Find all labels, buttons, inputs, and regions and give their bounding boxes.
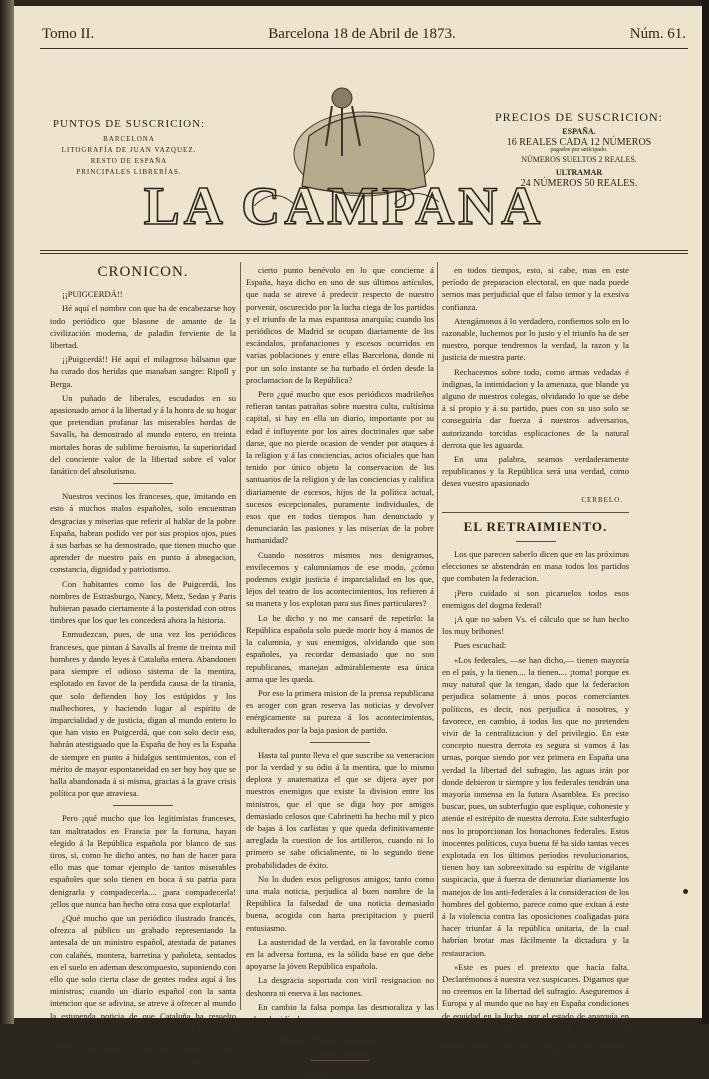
precios-cuota: 16 REALES CADA 12 NÚMEROS [506,137,652,148]
third-column [442,264,629,1058]
suscricion-line: RESTO DE ESPAÑA [90,157,168,165]
precios-ultramar-precio: 24 NÚMEROS 50 REALES. [520,178,638,189]
paragraph: Atengámonos á lo verdadero, confiemos solo en lo razonable, luchemos por lo justo y el triunfo ha de ser nuestro, porque tendremos la verdad, la razon y la justicia de nuestra parte. [442,315,629,363]
precios-anticipado: pagados por anticipado. [550,147,608,153]
paragraph: Cuando nosotros mismos nos denigramos, envilecemos y calumniamos de ese modo, ¿cómo podemos exigir justicia é imparcialidad en los que, léjos del teatro de los acontecimientos, los refieren á su manera y los explotan para sus fines particulares? [246,549,434,609]
paragraph: No lo olviden los demás españoles. [258,1042,380,1053]
signature: CERBELO. [581,495,623,504]
masthead-title: LA CAMPANA [143,176,545,236]
suscricion-points [44,118,214,178]
paragraph: «Los federales, —se han dicho,— tienen mayoría en el país, y la tienen.... la tienen.... ¡toma! porque es muy natural que la tengan, dado que la federacion perjudica solamente á unos pocos comerciantes políticos, es decir, nos perjudica á nosotros, y favorece, en cambio, á todos los que no pretenden vivir de la centralizacion y del privilegio. En este concepto nuestra derrota es segura si vamos á las urnas, porque siendo por vez primera en España una verdad la libertad del sufragio, las aguas irán por donde debieron ir siempre y los federales tendrán una mayoría inmensa en la futura Asamblea. Es preciso buscar, pues, un subterfugio que esplique, cohoneste y atenúe el estrépito de nuestra derrota. Este subterfugio nos lo proporcionan los bonachones federales. Estos inocentes políticos, cuya buena fé ha sido tantas veces explotada en los últimos períodos revolucionarios, tienen hoy tan sobreexitado su espíritu de vigilante suspicacia, que á fuerza de denunciar diariamente los manejos de los anti-federales á la consideracion de los hombres del gobierno, parece como que exitan á este á la violencia contra las oposiciones coaligadas para hacer triunfar á la república unitaria, de la cual habrían brotar mas fácilmente la dictadura y la restauracion. [442,654,629,958]
page-edge [702,0,709,1024]
paragraph: En cambio la falsa pompa las desmoraliza y las cubre de ridículo. [246,1001,434,1024]
paragraph: En una palabra, seamos verdaderamente republicanos y la República será una verdad, como desea vuestro apasionado [442,454,629,489]
masthead-illustration [143,76,545,236]
suscricion-title: PUNTOS DE SUSCRICION: [52,118,206,130]
divider [310,1060,370,1061]
paragraph: Nuestros vecinos los franceses, que, imitando en esto á muchos malos españoles, solo encuentran desgracias y miserias que referir al hablar de la pobre España, habran podido ver por sus propios ojos, pues á sus barbas se ha demostrado, que tienen mucho que aprender de nuestro país en punto á abnegacion, constancia, dignidad y patriotismo. [50,491,236,575]
divider [516,541,556,542]
issue-line [42,26,686,43]
paragraph: «Este es pues el pretexto que hacía falta. Declarémonos á nuestra vez suspicaces. Digamos que no creemos en la libertad del sufragio. Aseguremos á Europa y al mundo que no hay en España condiciones de equidad en la lucha, por el estado de anarquía en que vivimos, y por la intransigencia de los federales, dueños de todas las ruedas de la máquina electoral. Hagamos el vacío al rededor del gobierno, [442,961,629,1058]
paragraph: cierto punto benévolo en lo que concierne á España, haya dicho en uno de sus últimos artículos, que nada se atreve á predecir respecto de nuestro porvenir, oscurecido por la lucha ciega de los partidos y el triunfo de la mas espantosa anarquía; cuando los periódicos de Madrid se ocupan diariamente de los escándalos, profanaciones y escesos ocurridos en varias poblaciones y entre ellas Barcelona, donde ni por un solo instante se ha turbado el órden desde la proclamacion de la República? [246,265,434,385]
precios-sueltos: NÚMEROS SUELTOS 2 REALES. [521,155,637,164]
paragraph: No lo duden esos peligrosos amigos; tanto como una mala noticia, perjudica al buen nombre de la República la falsedad de una noticia demasiado buena, acogida con harta precipitacion y pueril entusiasmo. [246,873,434,933]
paragraph: Téngalo presente los republicanos. [258,1028,378,1039]
suscricion-line: PRINCIPALES LIBRERÍAS. [76,168,182,176]
masthead-rule-double [40,253,688,254]
second-column [246,264,434,1078]
masthead-rule [40,250,688,251]
paragraph: Enmudezcan, pues, de una vez los periódicos franceses, que pintan á Savalls al frente de treinta mil hombres y dando leyes á Cataluña entera. Abandonen para siempre el odioso sistema de la mentira, esplotado en favor de la perdida causa de la tiranía, que solo defienden hoy los estúpidos y los malhechores, y haciendo lugar al espíritu de imparcialidad y de justicia, digan al mundo entero lo que han visto en Puigcerdá, que con solo decir eso, habrán atestiguado que la España de hoy es la España de siempre en punto á hidalgos sentimientos, con el mérito de mayor espontaneidad en ser hoy hoy que se halla abandonada á si misma, gracias á la grave crisis política por que atraviesa. [50,629,236,799]
precios-suscricion [486,110,672,190]
paragraph: Por eso la primera mision de la prensa republicana es acoger con gran reserva las noticias y devolver enérgicamente su pureza á los acontecimientos, adulterados por la baja pasion de partido. [246,687,434,735]
divider [113,483,173,484]
precios-title: PRECIOS DE SUSCRICION: [494,110,664,124]
paragraph: Pero ¿qué mucho que esos periódicos madrileños refieran tantas patrañas sobre nuestra culta, cultísima capital, si hay en ella un diario, importante por su edad é influyente por los aires doctrinales que sabe darse, que no pierde ocasion de vender por ataques á la religion y á las conciencias, actos oficiales que han tenido por único objeto la conservacion de los santuarios de la religion y de las conciencias y califica diariamente de escesos, hijos de la política actual, sucesos escepcionales, puramente individuales, de esos que en todos tiempos han denunciado y denunciarán las pasiones y las miserias de la pobre humanidad? [246,389,434,546]
suscricion-line: BARCELONA [103,135,155,143]
volume-number: Tomo II. [42,26,95,42]
column-separator [240,262,241,1010]
retraimiento-title: EL RETRAIMIENTO. [463,518,608,534]
paragraph: ¿Qué mucho que el Times, periódico inglés hasta [62,1049,231,1060]
paragraph: Con habitantes como los de Puigcerdá, los nombres de Estrasburgo, Nancy, Metz, Sedan y Paris hubieran pasado ciertamente á la posteridad con otros timbres que los que les concederá ahora la historia. [50,578,236,626]
paragraph: Hasta tal punto lleva el que suscribe su veneracion por la verdad y su ódio á la mentira, que lo mismo deplora y anatematiza el que se dijera ayer por nuestros enemigos que existe la division entre los ministros, que el que se diga hoy por amigos demasiado celosos que Cabrinetti ha hecho mil y pico de bajas á los carlistas y que queda definitivamente arreglada la cuestion de los artilleros, cuando ni lo primero se sabe oficialmente, ni lo segundo tiene probabilidades de éxito. [246,749,434,870]
paragraph: ¡¡Puigcerdá!! Hé aquí el milagroso bálsamo que ha curado dos heridas que manaban sangre: Ripoll y Berga. [50,354,236,389]
paragraph: Los que parecen saberlo dicen que en las próximas elecciones se abstendrán en masa todos los partidos que combaten la federacion. [442,549,629,584]
paragraph: ¿Qué mucho que un periódico ilustrado francés, ofrezca al público un grabado representando la antesala de un ministro español, atestada de patanes con calañés, montera, barretina y pañoleta, sentados en el suelo en ademan descompuesto, suponiendo con ello que solo cierta clase de gentes rodea aquí á los ministros; cuando un diario español con la santa intencion que se adivina, se atreve á ofrecer al mundo la estupenda noticia de que Cataluña ha resuelto separarse de España, para anexionarse á la nacion vecina? [50,912,236,1045]
paragraph: Lo he dicho y no me cansaré de repetirlo: la República española solo puede morir hoy á manos de la calumnia, y sus enemigos, olvidando que son españoles, ya recordar demasiado que no son republicanos, manejan admirablemente esa única arma que les queda. [246,612,434,684]
paragraph: Y esa política de la verdad tan útil, tan necesaria [258,1067,425,1078]
paragraph: ¡A que no saben Vs. el cálculo que se han hecho los muy bribones! [442,614,629,637]
issue-number: Núm. 61. [629,26,686,42]
paragraph: Pues escuchad: [454,640,507,651]
cronicon-title: CRONICON. [97,264,189,280]
cronicon-column [50,264,236,1060]
divider [310,742,370,743]
paragraph: Un puñado de liberales, escudados en su apasionado amor á la libertad y á la honra de su hogar que pretendian profanar las miserables hordas de Savalls, ha demostrado al mundo entero, en treinta mortales horas de sublime heroismo, la superioridad del conciente valor de la libertad sobre el valor fanático del absolutismo. [50,392,236,477]
book-binding [0,0,14,1024]
paragraph: La desgracia soportada con viril resignacion no deshonra ni enerva á las naciones. [246,975,434,998]
bell-illustration [143,76,545,236]
suscricion-line: LITOGRAFÍA DE JUAN VAZQUEZ. [61,146,197,154]
issue-date: Barcelona 18 de Abril de 1873. [268,26,456,42]
paragraph: Hé aquí el nombre con que ha de encabezarse hoy todo periódico que blasone de amante de la civilización moderna, de paladin ferviente de la libertad. [50,303,236,351]
ink-spot [683,889,688,894]
precios-ultramar: ULTRAMAR [555,168,603,177]
section-rule [442,512,629,513]
paragraph: Pero ¡qué mucho que los legitimistas franceses, tan maltratados en Francia por la fortuna, hayan elegido á la República española por blanco de sus tiros, si, como he dicho antes, no han de hacer para ello mas que tomar ejemplo de tantos miserables españoles que solo tienen en boca á su patria para denigrarla y compadecerla.... ¡para compadecerla! ¡ellos que nunca han hecho otra cosa que explotarla! [50,813,236,909]
paragraph: en todos tiempos, esto, si cabe, mas en este período de preparacion electoral, en que nada puede sernos mas perjudicial que el falso temor y la exesiva confianza. [442,265,629,312]
top-rule [40,48,688,49]
paragraph: ¡¡PUIGCERDÁ!! [62,289,123,300]
paragraph: ¡Pero cuidado si son picaruelos todos esos enemigos del dogma federal! [442,587,629,610]
paragraph: La austeridad de la verdad, en la favorable como en la adversa fortuna, es la sólida base en que debe apoyarse la jóven República española. [246,936,434,972]
precios-espana: ESPAÑA. [562,127,596,136]
paragraph: Rechacemos sobre todo, como armas vedadas é indignas, la intimidacion y la amenaza, que blande ya alguno de nuestros colegas, olvidando lo que se debe á sí propio y á su partido, pues con su uso solo se conseguiría dar fuerza á nuestros adversarios, autorizando torcidas esplicaciones de la natural derrota que les aguarda. [442,366,629,450]
newspaper-page [14,6,702,1078]
column-separator [437,262,438,1010]
divider [113,805,173,806]
